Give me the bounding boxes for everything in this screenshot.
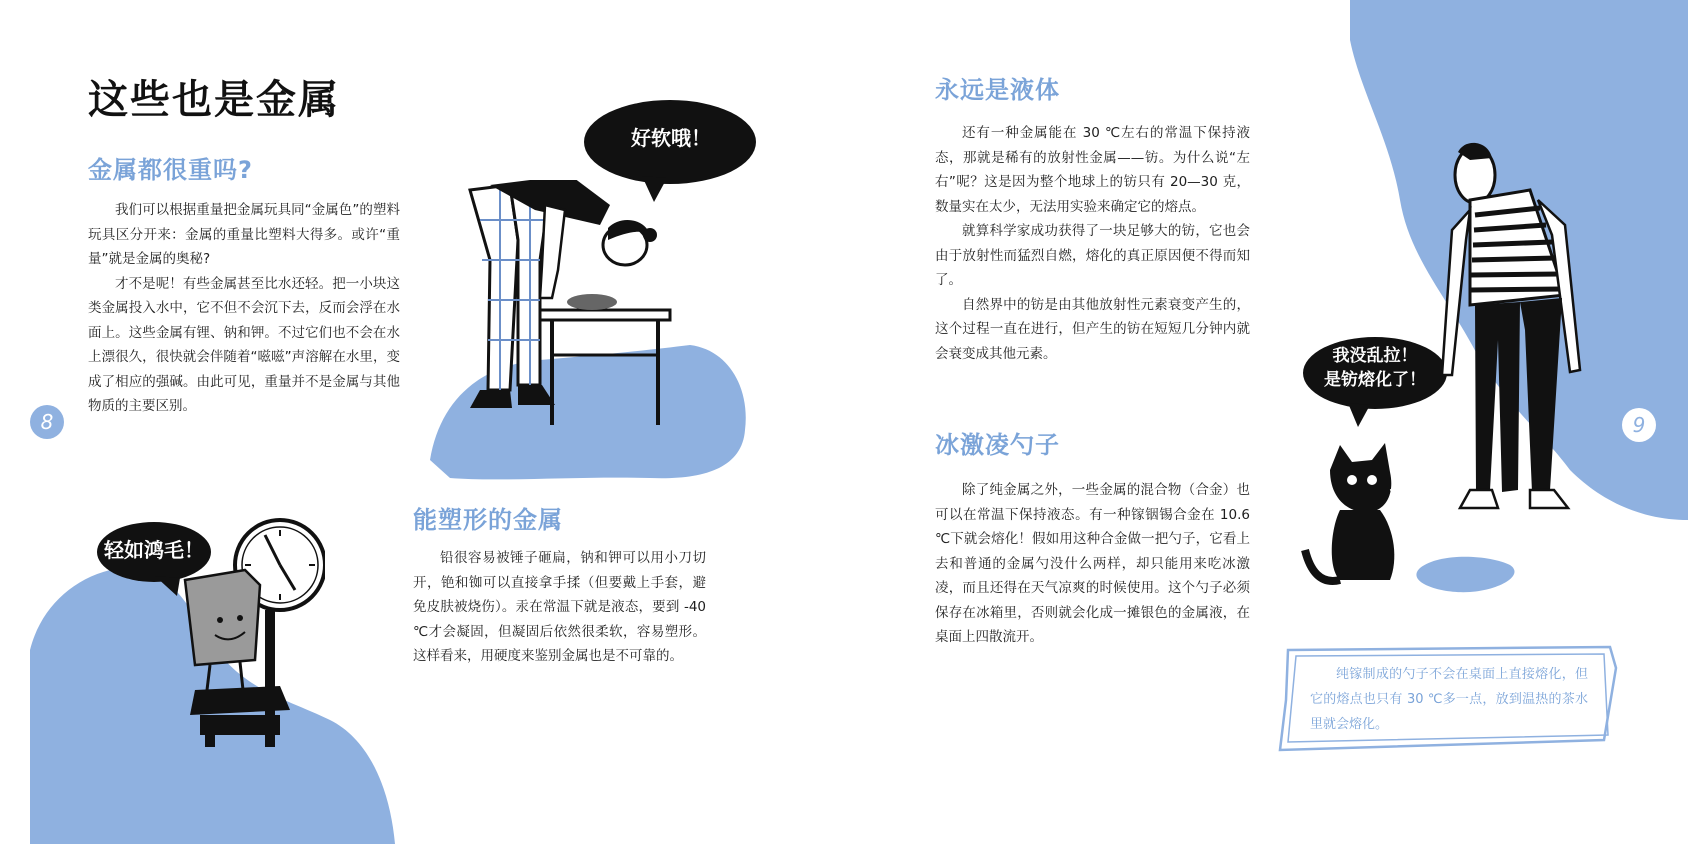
bubble-text-soft: 好软哦！ — [631, 126, 711, 150]
section-heading-malleable: 能塑形的金属 — [413, 506, 563, 534]
man-illustration — [1430, 130, 1610, 560]
section-body-ice-cream-spoon — [935, 478, 1250, 650]
bubble-text-feather: 轻如鸿毛！ — [104, 538, 204, 562]
section-heading-liquid: 永远是液体 — [935, 76, 1060, 104]
cat-illustration — [1300, 440, 1420, 590]
bubble-line: 是钫熔化了！ — [1324, 370, 1426, 390]
note-text — [1310, 662, 1588, 737]
paragraph: 自然界中的钫是由其他放射性元素衰变产生的，这个过程一直在进行，但产生的钫在短短几分钟内就会衰变成其他元素。 — [935, 296, 1250, 362]
section-heading-ice-cream-spoon: 冰激凌勺子 — [935, 431, 1060, 459]
section-heading-heavy: 金属都很重吗? — [88, 156, 253, 184]
bubble-text-cat — [1300, 344, 1450, 392]
bubble-line: 我没乱拉！ — [1332, 346, 1418, 366]
paragraph: 除了纯金属之外，一些金属的混合物（合金）也可以在常温下保持液态。有一种镓铟锡合金在 10.6 ℃下就会熔化！假如用这种合金做一把勺子，它看上去和普通的金属勺没什么两样，却只能用来吃冰激凌，而且还得在天气凉爽的时候使用。这个勺子必须保存在冰箱里，否则就会化成一摊银色的金属液，在桌面上四散流开。 — [935, 482, 1250, 645]
section-body-liquid — [935, 121, 1250, 366]
section-body-heavy — [88, 198, 400, 419]
scale-illustration — [165, 510, 325, 800]
puddle — [1416, 557, 1514, 592]
paragraph: 我们可以根据重量把金属玩具同“金属色”的塑料玩具区分开来：金属的重量比塑料大得多。或许“重量”就是金属的奥秘? — [88, 202, 400, 267]
paragraph: 还有一种金属能在 30 ℃左右的常温下保持液态，那就是稀有的放射性金属——钫。为什么说“左右”呢？这是因为整个地球上的钫只有 20—30 克，数量实在太少，无法用实验来确定它的熔点。 — [935, 125, 1250, 215]
page-title: 这些也是金属 — [88, 77, 340, 123]
paragraph: 才不是呢！有些金属甚至比水还轻。把一小块这类金属投入水中，它不但不会沉下去，反而会浮在水面上。这些金属有锂、钠和钾。不过它们也不会在水上漂很久，很快就会伴随着“嗞嗞”声溶解在水里，变成了相应的强碱。由此可见，重量并不是金属与其他物质的主要区别。 — [88, 275, 400, 414]
page-number-right: 9 — [1622, 408, 1656, 442]
note-paragraph: 纯镓制成的勺子不会在桌面上直接熔化，但它的熔点也只有 30 ℃多一点，放到温热的茶水里就会熔化。 — [1310, 667, 1588, 732]
page-number-left: 8 — [30, 405, 64, 439]
paragraph: 就算科学家成功获得了一块足够大的钫，它也会由于放射性而猛烈自燃，熔化的真正原因便不得而知了。 — [935, 223, 1250, 288]
woman-table-illustration — [440, 180, 730, 440]
paragraph: 铅很容易被锤子砸扁，钠和钾可以用小刀切开，铯和铷可以直接拿手揉（但要戴上手套，避免皮肤被烧伤）。汞在常温下就是液态，要到 -40 ℃才会凝固，但凝固后依然很柔软，容易塑形。这样看来，用硬度来鉴别金属也是不可靠的。 — [413, 550, 706, 664]
section-body-malleable — [413, 546, 706, 669]
